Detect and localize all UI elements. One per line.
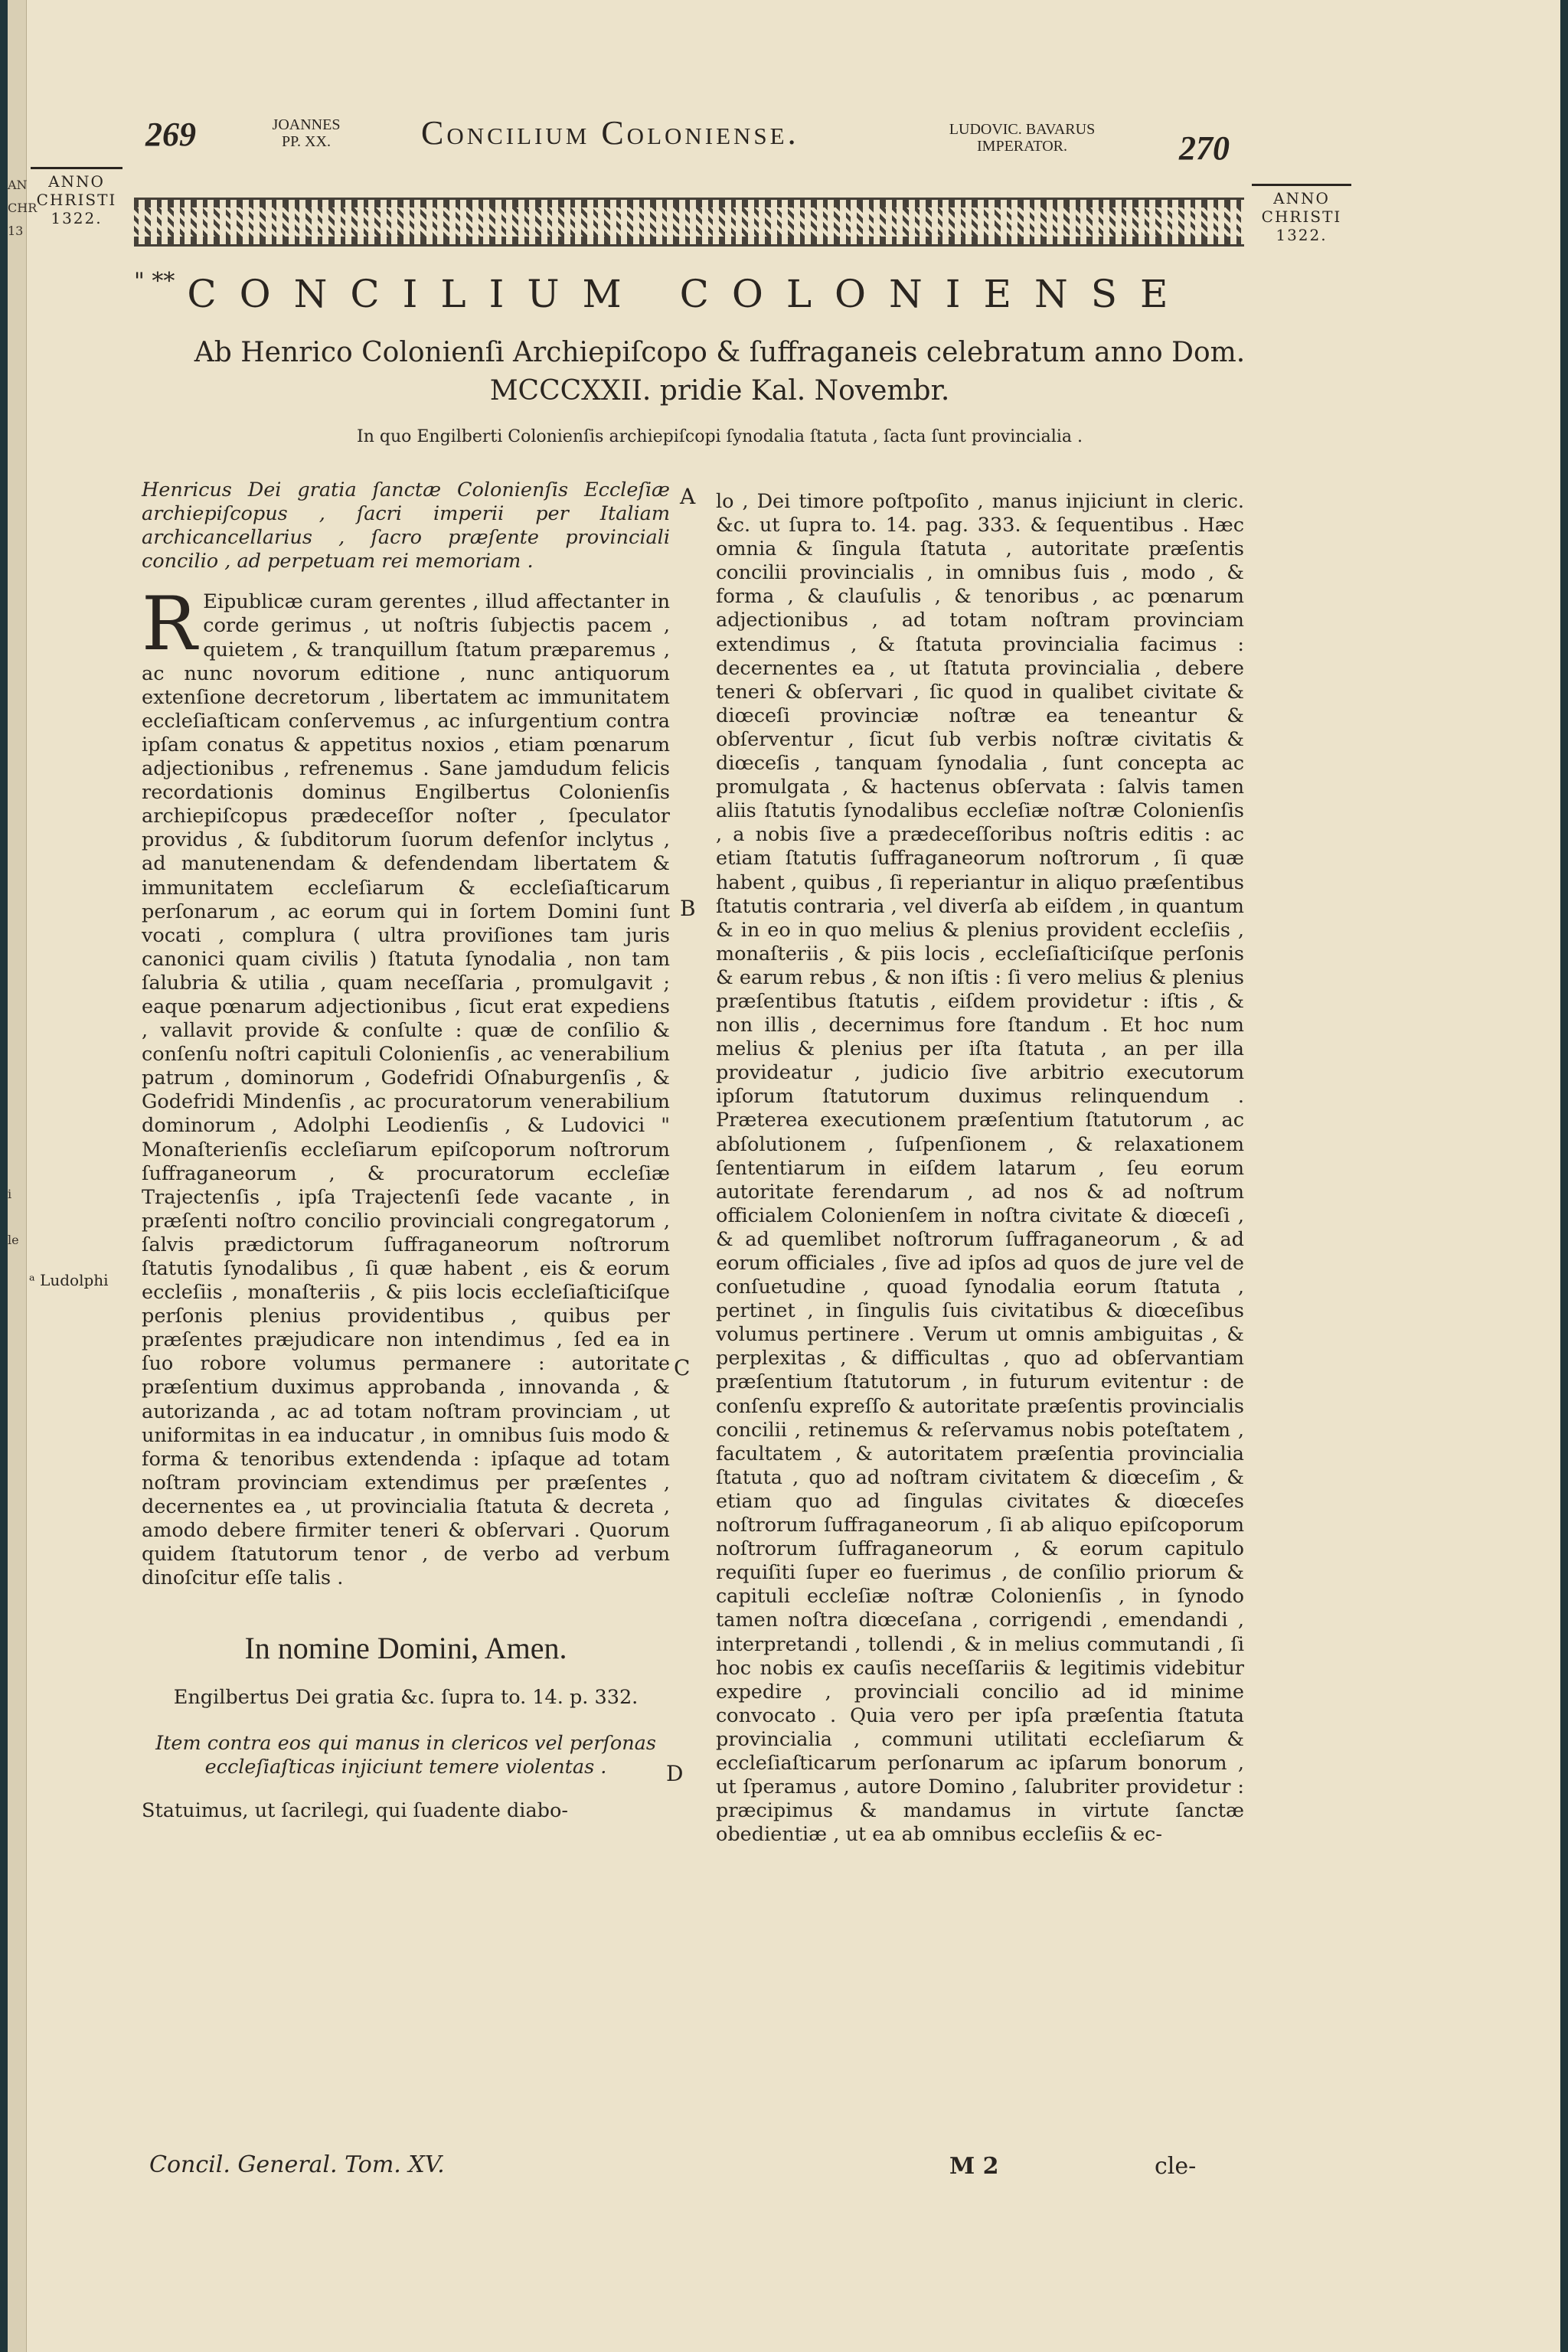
page-number-left: 269 bbox=[145, 116, 196, 153]
year-right bbox=[1252, 184, 1351, 244]
margin-letter-a: A bbox=[680, 484, 696, 509]
previous-page-edge bbox=[8, 0, 38, 2352]
statute-start: Statuimus, ut ſacrilegi, qui ſuadente diabo- bbox=[142, 1798, 568, 1822]
edge-text: i bbox=[8, 1187, 12, 1201]
drop-cap: R bbox=[142, 581, 198, 668]
ornamental-band bbox=[134, 198, 1244, 247]
edge-text: AN bbox=[8, 178, 28, 192]
margin-letter-b: B bbox=[680, 896, 696, 921]
edge-text: le bbox=[8, 1233, 19, 1247]
running-title: Concilium Coloniense. bbox=[421, 114, 799, 152]
right-column bbox=[716, 490, 1244, 1847]
main-paragraph-text: Eipublicæ curam gerentes , illud affectanter in corde gerimus , ut noſtris ſubjectis pacem , quietem , & tranquillum ſtatum præparemus , ac nunc novorum editione , nunc antiquorum extenſione decretorum , libertatem ac immunitatem eccleſiaſticam conſervemus , ac inſurgentium contra ipſam conatus & appetitus noxios , etiam pœnarum adjectionibus , refrenemus . Sane jamdudum felicis recordationis dominus Engilbertus Colonienſis archiepiſcopus prædeceſſor noſter , ſpeculator providus , & ſubditorum ſuorum defenſor inclytus , ad manutenendam & defendendam libertatem & immunitatem eccleſiarum & eccleſiaſticarum perſonarum , ac eorum qui in ſortem Domini ſunt vocati , complura ( ultra proviſiones tam juris canonici quam civilis ) ſtatuta ſynodalia , non tam ſalubria & utilia , quam neceſſaria , promulgavit ; eaque pœnarum adjectionibus , ſicut erat expediens , vallavit provide & conſulte : quæ de conſilio & conſenſu noſtri capituli Colonienſis , ac venerabilium patrum , dominorum , Godefridi Oſnaburgenſis , & Godefridi Mindenſis , ac procuratorum venerabilium dominorum , Adolphi Leodienſis , & Ludovici " Monaſterienſis eccleſiarum epiſcoporum noſtrorum ſuffraganeorum , & procuratorum eccleſiæ Trajectenſis , ipſa Trajectenſi ſede vacante , in præſenti noſtro concilio provinciali congregatorum , ſalvis prædictorum ſuffraganeorum noſtrorum ſtatutis ſynodalibus , ſi quæ habent , eis & eorum eccleſiis , monaſteriis , & piis locis eccleſiaſticiſque perſonis plenius providentibus , quibus per præſentes præjudicare non intendimus , ſed ea in ſuo robore volumus permanere : autoritate præſentium duximus approbanda , innovanda , & autorizanda , ac ad totam noſtram provinciam , ut uniformitas in ea inducatur , in omnibus ſuis modo & forma & tenoribus extendenda : ipſaque ad totam noſtram provinciam extendimus per præſentes , decernentes ea , ut provincialia ſtatuta & decreta , amodo debere firmiter teneri & obſervari . Quorum quidem ſtatutorum tenor , de verbo ad verbum dinoſcitur eſſe talis . bbox=[142, 590, 670, 1590]
catchword: cle- bbox=[1155, 2153, 1197, 2180]
year-value: 1322. bbox=[51, 209, 103, 227]
subtitle-line-2: MCCCXXII. pridie Kal. Novembr. bbox=[489, 375, 950, 407]
main-paragraph bbox=[142, 581, 670, 1590]
pope-number: PP. XX. bbox=[282, 133, 331, 150]
year-christi: CHRISTI bbox=[1261, 207, 1342, 226]
intro-paragraph: Henricus Dei gratia ſanctæ Colonienſis Eccleſiæ archiepiſcopus , ſacri imperii per Italiam archicancellarius , ſacro præſente provinciali concilio , ad perpetuam rei memoriam . bbox=[142, 479, 670, 573]
right-paragraph: lo , Dei timore poſtpoſito , manus injiciunt in cleric. &c. ut ſupra to. 14. pag. 333. & ſequentibus . Hæc omnia & ſingula ſtatuta , autoritate præſentis concilii provincialis , in omnibus ſuis , modo , & forma , & clauſulis , & tenoribus , ac pœnarum adjectionibus , ad totam noſtram provinciam extendimus , & ſtatuta provincialia facimus : decernentes ea , ut ſtatuta provincialia , debere teneri & obſervari , ſic quod in qualibet civitate & diœceſi provinciæ noſtræ ea teneantur & obſerventur , ſicut ſub verbis noſtræ civitatis & diœceſis , tanquam ſynodalia , ſunt concepta ac promulgata , & hactenus obſervata : ſalvis tamen aliis ſtatutis ſynodalibus eccleſiæ noſtræ Colonienſis , a nobis ſive a prædeceſſoribus noſtris editis : ac etiam ſtatutis ſuffraganeorum noſtrorum , ſi quæ habent , quibus , ſi reperiantur in aliquo præſentibus ſtatutis contraria , vel diverſa ab eiſdem , in quantum & in eo in quo melius & plenius provident eccleſiis , monaſteriis , & piis locis , eccleſiaſticiſque perſonis & earum rebus , & non iſtis : ſi vero melius & plenius præſentibus ſtatutis , eiſdem providetur : iſtis , & non illis , decernimus fore ſtandum . Et hoc num melius & plenius per iſta ſtatuta , an per illa provideatur , judicio ſive arbitrio executorum ipſorum ſtatutorum duximus relinquendum . Præterea executionem præſentium ſtatutorum , ac abſolutionem , ſuſpenſionem , & relaxationem ſententiarum in eiſdem latarum , ſeu eorum autoritate ferendarum , ad nos & ad noſtrum officialem Colonienſem in noſtra civitate & diœceſi , & ad quemlibet noſtrorum ſuffraganeorum , & ad eorum officiales , ſive ad ipſos ad quos de jure vel de conſuetudine , quoad ſynodalia eorum ſtatuta , pertinet , in ſingulis ſuis civitatibus & diœceſibus volumus pertinere . Verum ut omnis ambiguitas , & perplexitas , & difficultas , quo ad obſervantiam præſentium ſtatutorum , in futurum evitentur : de conſenſu expreſſo & autoritate præſentis provincialis concilii , retinemus & reſervamus nobis poteſtatem , facultatem , & autoritatem præſentia provincialia ſtatuta , quo ad noſtram civitatem & diœceſim , & etiam quo ad ſingulas civitates & diœceſes noſtrorum ſuffraganeorum , ſi ab aliquo epiſcoporum noſtrorum ſuffraganeorum , & eorum capitulo requiſiti ſuper eo fuerimus , de conſilio priorum & capituli eccleſiæ noſtræ Colonienſis , in ſynodo tamen noſtra diœceſana , corrigendi , emendandi , interpretandi , tollendi , & in melius commutandi , ſi hoc nobis ex cauſis neceſſariis & legitimis videbitur expedire , provinciali concilio ad id minime convocato . Quia vero per ipſa præſentia ſtatuta provincialia , communi utilitati eccleſiarum & eccleſiaſticarum perſonarum ac ipſarum bonorum , ut ſperamus , autore Domino , ſalubriter providetur : præcipimus & mandamus in virtute ſanctæ obedientiæ , ut ea ab omnibus eccleſiis & ec- bbox=[716, 490, 1244, 1847]
edge-text: 13 bbox=[8, 224, 24, 238]
margin-letter-d: D bbox=[666, 1761, 684, 1786]
rubric: Item contra eos qui manus in clericos vel perſonas eccleſiaſticas injiciunt temere violentas . bbox=[155, 1731, 656, 1779]
left-column bbox=[142, 479, 670, 1823]
pope-name: JOANNES bbox=[272, 116, 341, 133]
section-heading: In nomine Domini, Amen. bbox=[244, 1631, 567, 1666]
year-left bbox=[31, 167, 122, 227]
engilbertus-line: Engilbertus Dei gratia &c. ſupra to. 14. p. 332. bbox=[173, 1686, 639, 1710]
year-christi: CHRISTI bbox=[36, 191, 117, 209]
edge-text: CHR bbox=[8, 201, 38, 215]
page-number-right: 270 bbox=[1179, 129, 1230, 167]
emperor-label bbox=[919, 121, 1125, 155]
emperor-name: LUDOVIC. BAVARUS bbox=[949, 121, 1096, 138]
footer-volume: Concil. General. Tom. XV. bbox=[149, 2151, 445, 2178]
year-anno: ANNO bbox=[1273, 189, 1330, 207]
margin-letter-c: C bbox=[674, 1355, 691, 1380]
book-page bbox=[8, 0, 1560, 2352]
signature-mark: M 2 bbox=[949, 2153, 999, 2180]
title-mark: " ** bbox=[134, 268, 175, 295]
page-title: CONCILIUM COLONIENSE bbox=[187, 272, 1191, 316]
year-value: 1322. bbox=[1276, 226, 1328, 244]
subtitle-line-1: Ab Henrico Colonienſi Archiepiſcopo & ſuffraganeis celebratum anno Dom. bbox=[194, 337, 1246, 368]
pope-label bbox=[260, 116, 352, 150]
title-note: In quo Engilberti Colonienſis archiepiſcopi ſynodalia ſtatuta , ſacta ſunt provincialia . bbox=[357, 427, 1083, 446]
year-anno: ANNO bbox=[48, 172, 105, 191]
emperor-title: IMPERATOR. bbox=[977, 138, 1067, 155]
margin-note: ᵃ Ludolphi bbox=[29, 1271, 109, 1289]
